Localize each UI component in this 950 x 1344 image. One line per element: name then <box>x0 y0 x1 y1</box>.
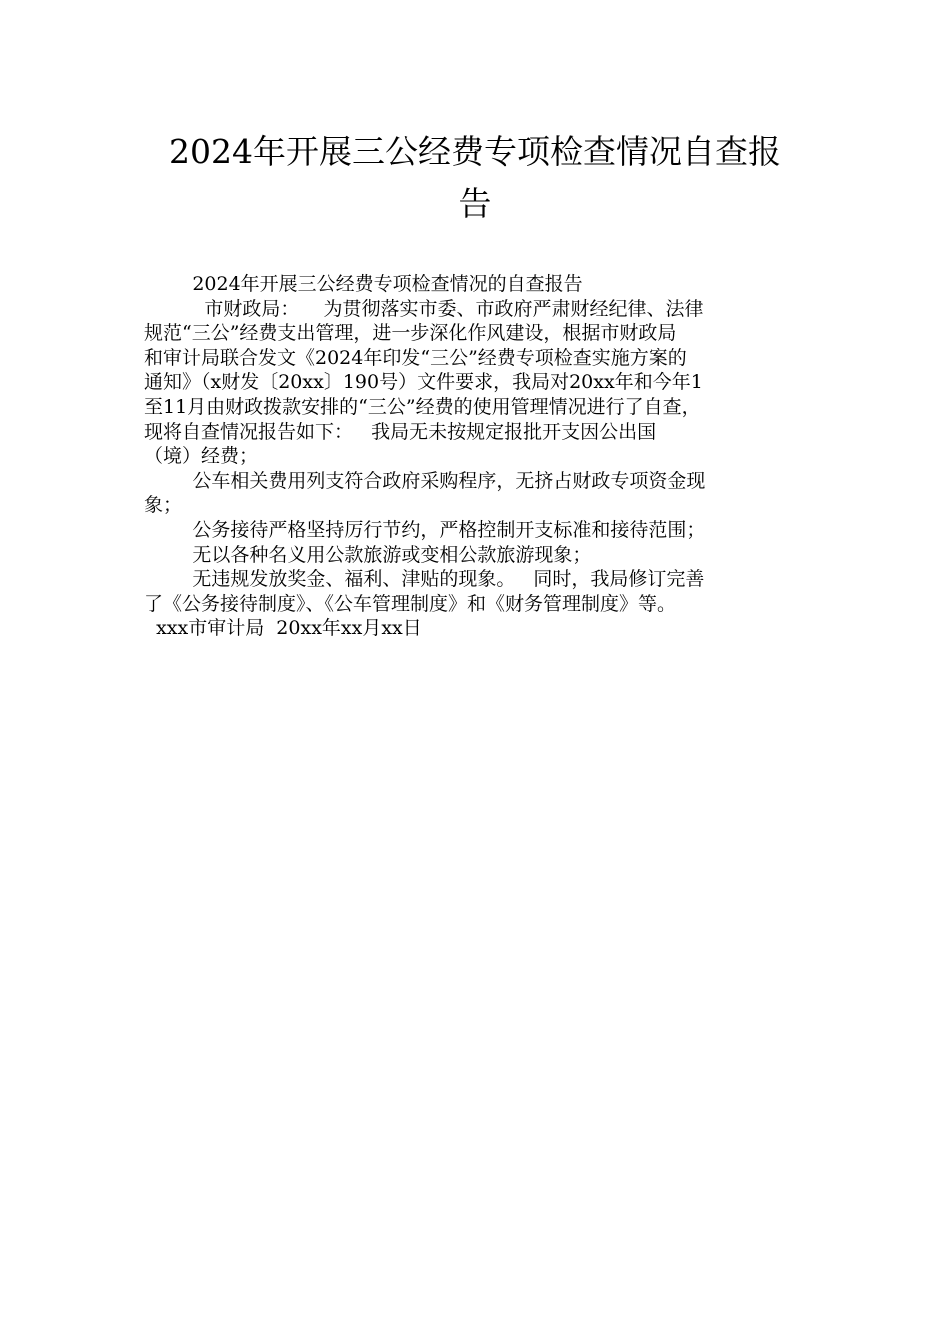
body-line: 公务接待严格坚持厉行节约，严格控制开支标准和接待范围； <box>144 518 706 541</box>
title-line-1: 2024年开展三公经费专项检查情况自查报 <box>169 132 781 171</box>
body-line: 公车相关费用列支符合政府采购程序，无挤占财政专项资金现 <box>144 469 706 492</box>
body-line: 无以各种名义用公款旅游或变相公款旅游现象； <box>144 543 592 566</box>
document-title <box>140 126 810 230</box>
title-line-2: 告 <box>458 184 492 223</box>
body-line: 现将自查情况报告如下： 我局无未按规定报批开支因公出国 <box>144 420 657 443</box>
body-line: （境）经费； <box>144 445 259 468</box>
signature-line: xxx市审计局 20xx年xx月xx日 <box>144 617 422 640</box>
body-line: 规范“三公”经费支出管理，进一步深化作风建设，根据市财政局 <box>144 322 677 345</box>
body-line: 了《公务接待制度》、《公车管理制度》和《财务管理制度》等。 <box>144 592 677 615</box>
body-line: 和审计局联合发文《2024年印发“三公”经费专项检查实施方案的 <box>144 346 687 369</box>
body-line: 至11月由财政拨款安排的“三公”经费的使用管理情况进行了自查， <box>144 395 701 418</box>
body-line: 市财政局： 为贯彻落实市委、市政府严肃财经纪律、法律 <box>144 297 704 320</box>
body-line: 通知》（x财发〔20xx〕190号）文件要求，我局对20xx年和今年1 <box>144 371 703 394</box>
body-line: 无违规发放奖金、福利、津贴的现象。 同时，我局修订完善 <box>144 568 705 591</box>
body-line: 2024年开展三公经费专项检查情况的自查报告 <box>144 273 583 295</box>
body-line: 象； <box>144 494 183 517</box>
document-body <box>144 272 812 641</box>
